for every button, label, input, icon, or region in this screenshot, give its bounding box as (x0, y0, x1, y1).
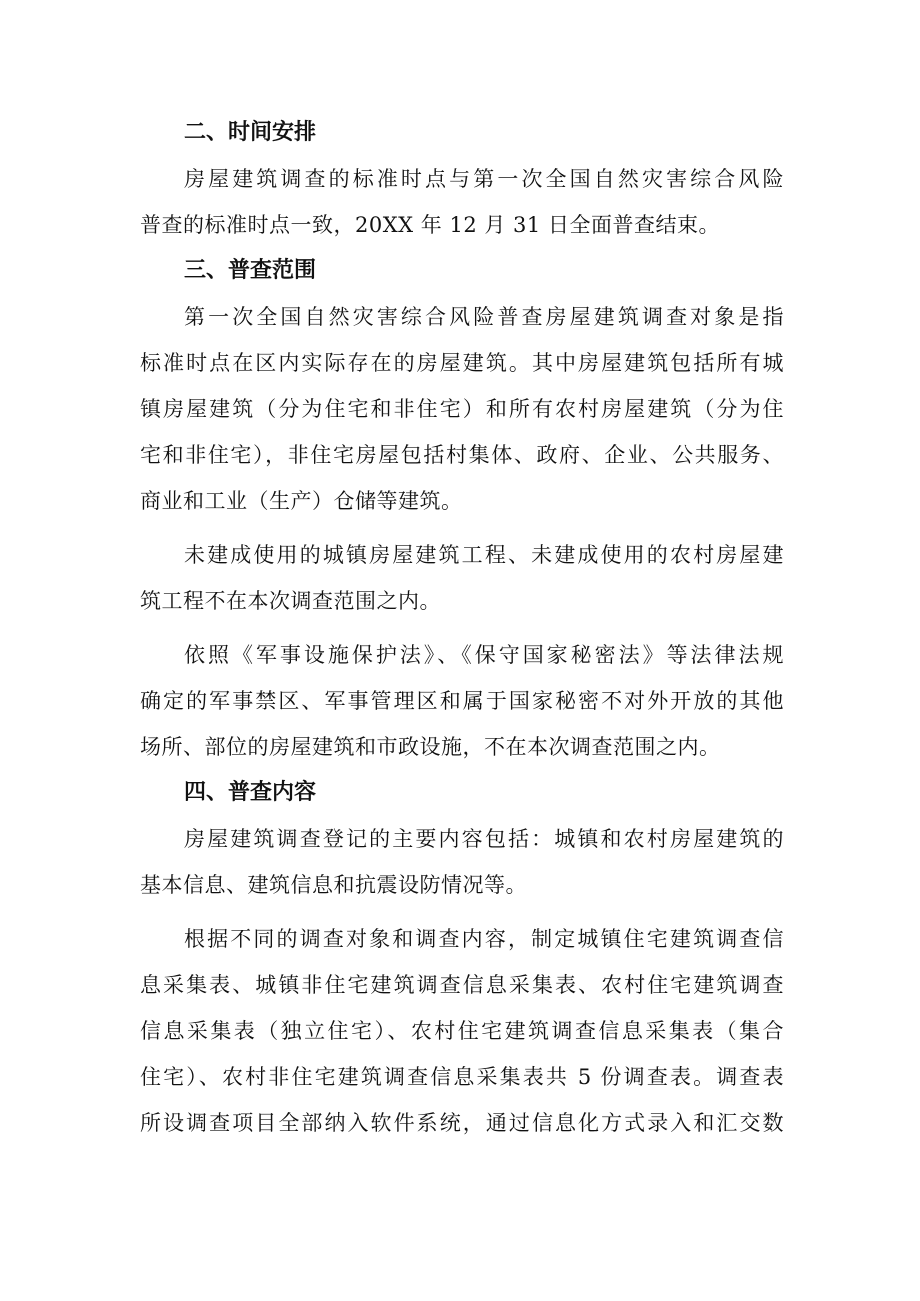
text-line: 商业和工业（生产）仓储等建筑。 (140, 489, 463, 513)
text-line: 确定的军事禁区、军事管理区和属于国家秘密不对外开放的其他 (140, 689, 784, 713)
paragraph-gap (140, 524, 784, 532)
text-line: 息采集表、城镇非住宅建筑调查信息采集表、农村住宅建筑调查 (140, 973, 784, 997)
text-line: 宅和非住宅），非住宅房屋包括村集体、政府、企业、公共服务、 (140, 443, 784, 467)
paragraph-scope-military (140, 632, 784, 770)
text-line: 信息采集表（独立住宅）、农村住宅建筑调查信息采集表（集合 (140, 1019, 784, 1043)
text-line: 第一次全国自然灾害综合风险普查房屋建筑调查对象是指 (184, 305, 784, 329)
paragraph-content-main (140, 816, 784, 908)
text-line: 基本信息、建筑信息和抗震设防情况等。 (140, 873, 527, 897)
text-line: 所设调查项目全部纳入软件系统，通过信息化方式录入和汇交数 (140, 1111, 784, 1135)
document-body (140, 110, 784, 1146)
text-line: 场所、部位的房屋建筑和市政设施，不在本次调查范围之内。 (140, 735, 721, 759)
text-line: 根据不同的调查对象和调查内容，制定城镇住宅建筑调查信 (184, 927, 784, 951)
section-heading-scope: 三、普查范围 (184, 258, 317, 283)
text-line: 镇房屋建筑（分为住宅和非住宅）和所有农村房屋建筑（分为住 (140, 397, 784, 421)
paragraph-content-forms (140, 916, 784, 1146)
paragraph-schedule (140, 156, 784, 248)
paragraph-gap (140, 624, 784, 632)
text-line: 依照《军事设施保护法》、《保守国家秘密法》等法律法规 (184, 643, 784, 667)
text-line: 房屋建筑调查的标准时点与第一次全国自然灾害综合风险 (184, 167, 784, 191)
text-line: 房屋建筑调查登记的主要内容包括：城镇和农村房屋建筑的 (184, 827, 784, 851)
section-heading-schedule: 二、时间安排 (184, 120, 317, 145)
text-line: 普查的标准时点一致，20XX 年 12 月 31 日全面普查结束。 (140, 213, 720, 237)
text-line: 筑工程不在本次调查范围之内。 (140, 589, 441, 613)
paragraph-scope-unfinished (140, 532, 784, 624)
text-line: 住宅）、农村非住宅建筑调查信息采集表共 5 份调查表。调查表 (140, 1065, 784, 1089)
paragraph-gap (140, 908, 784, 916)
text-line: 标准时点在区内实际存在的房屋建筑。其中房屋建筑包括所有城 (140, 351, 784, 375)
paragraph-scope-objects (140, 294, 784, 524)
section-heading-content: 四、普查内容 (184, 780, 317, 805)
text-line: 未建成使用的城镇房屋建筑工程、未建成使用的农村房屋建 (184, 543, 784, 567)
